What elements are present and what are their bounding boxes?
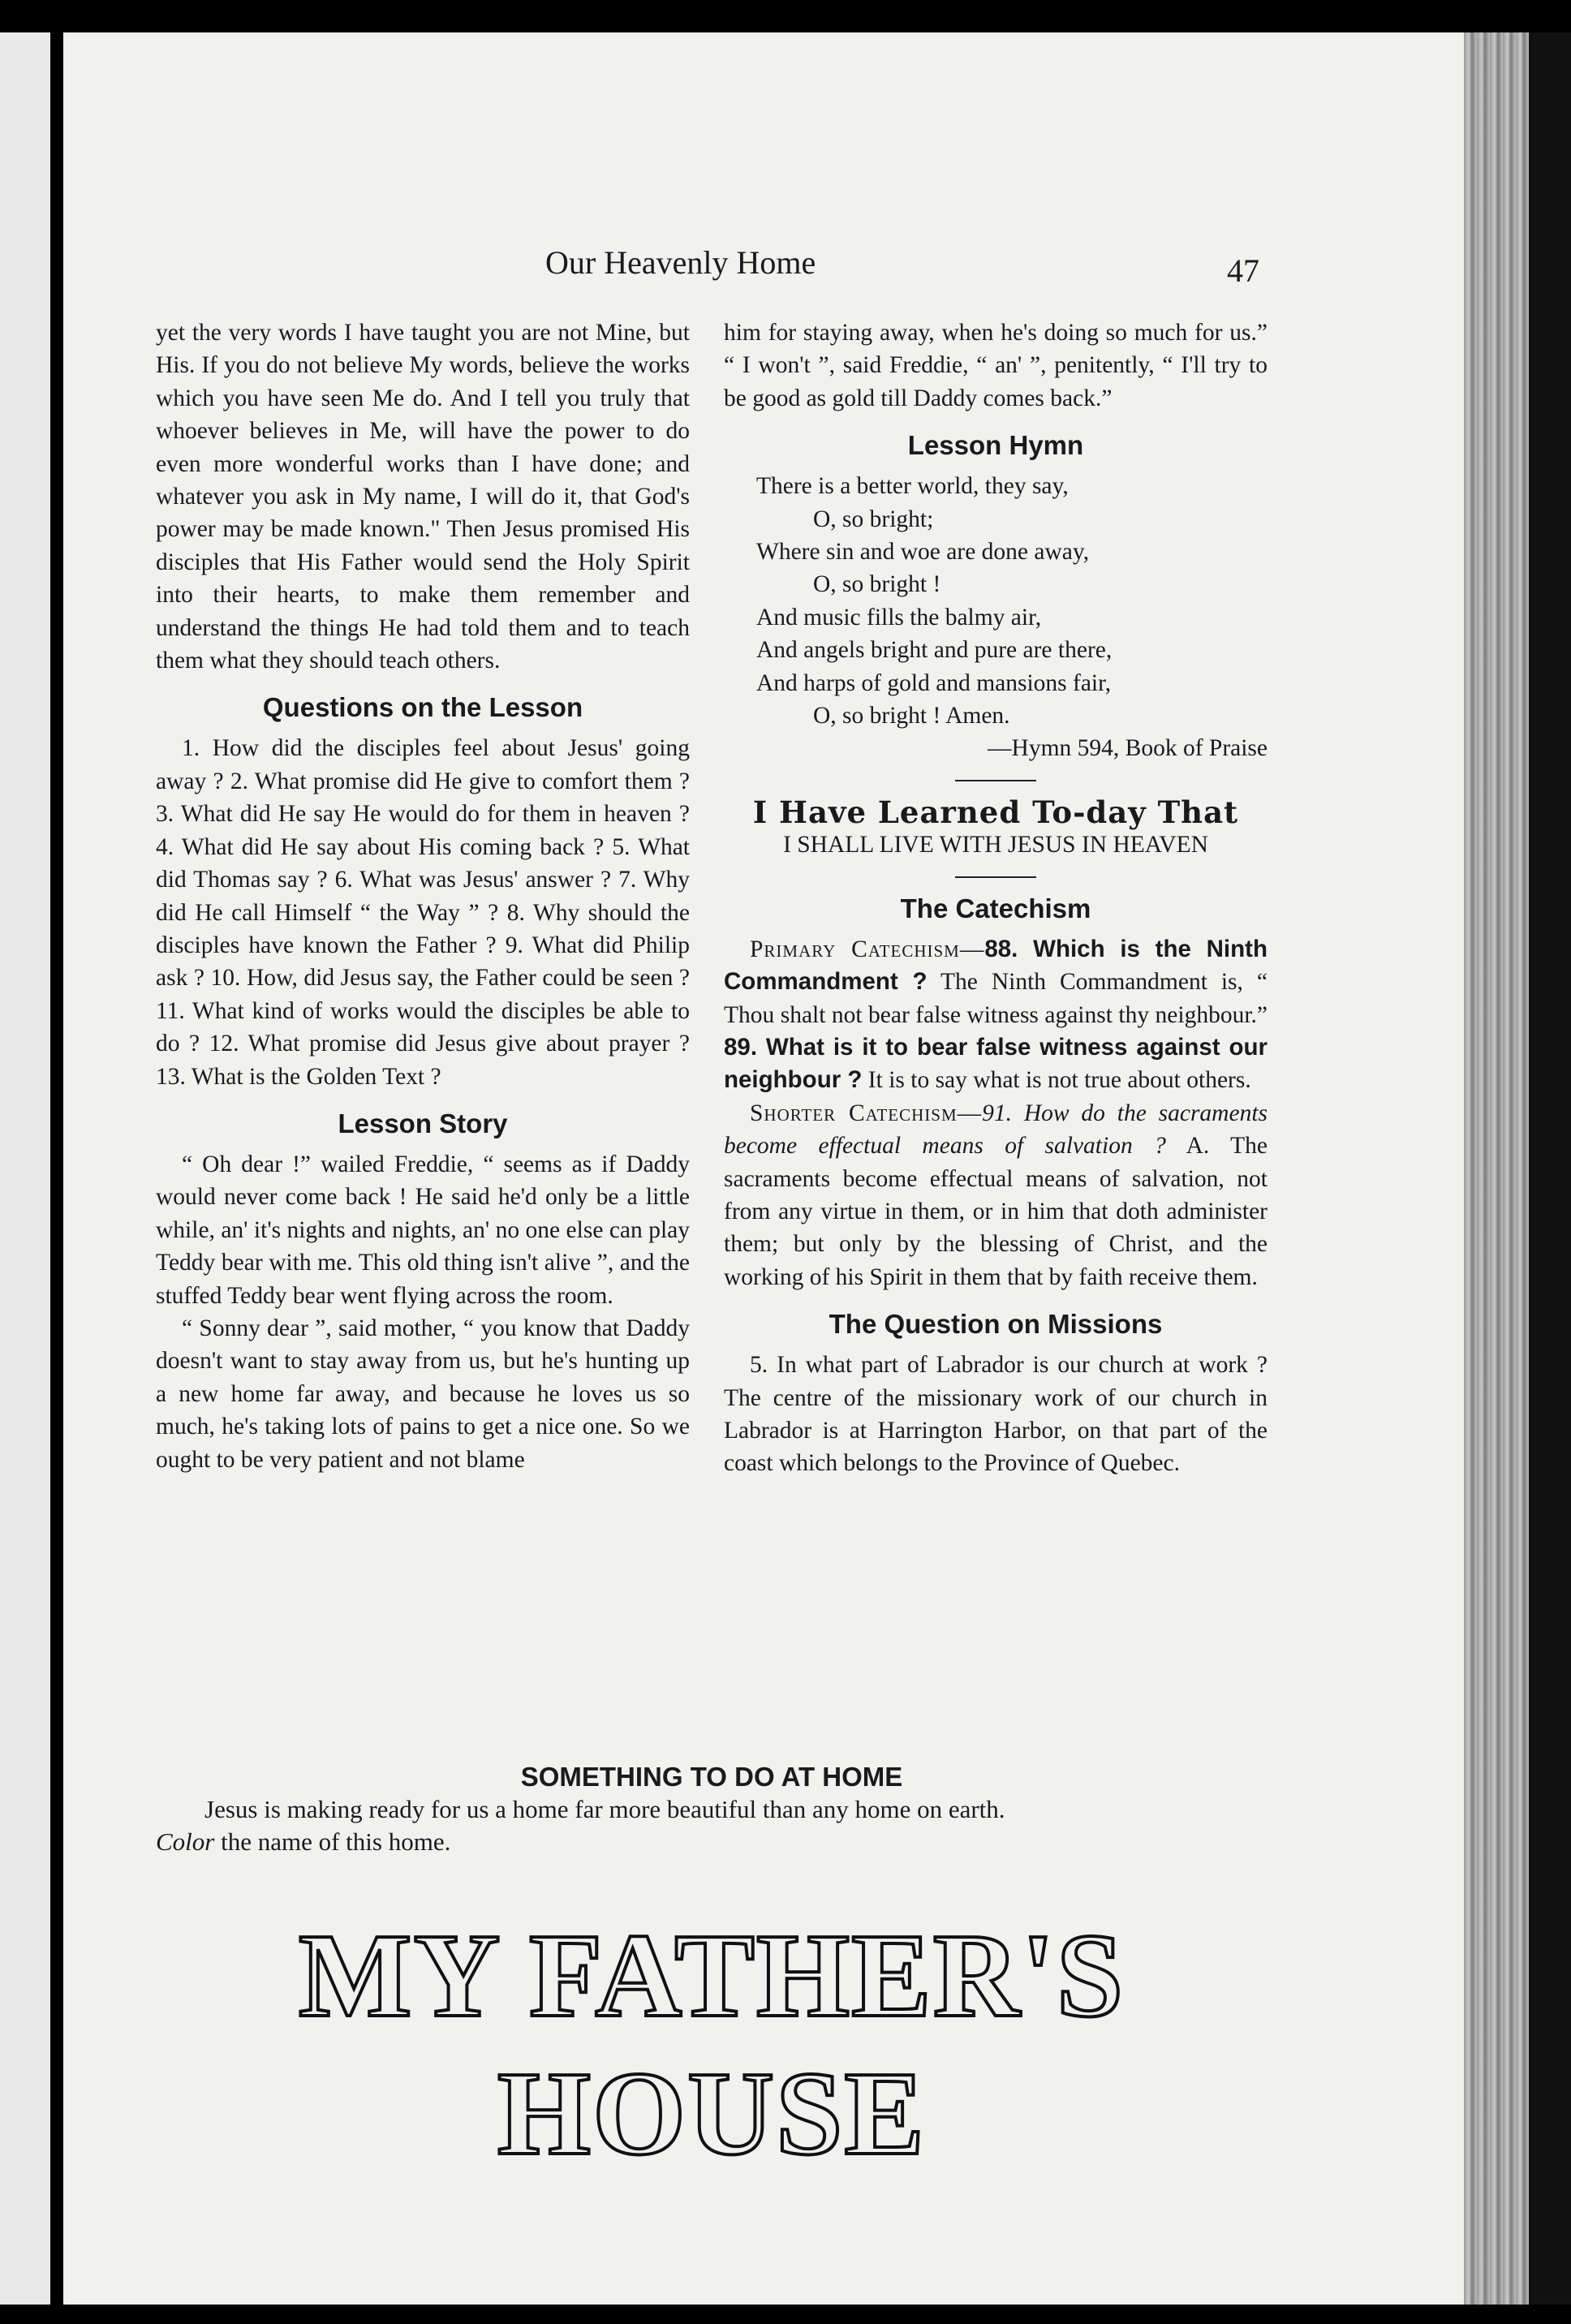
home-activity (156, 1761, 1268, 1858)
hymn (724, 470, 1268, 765)
shorter-question: 91. How do the sacraments become effectual means of salvation ? (724, 1100, 1268, 1160)
questions-heading: Questions on the Lesson (262, 692, 583, 723)
lesson-text: yet the very words I have taught you are not Mine, but His. If you do not believe My words, believe the works which you have seen Me do. And I tell you truly that whoever believes in Me, will have the power to do even more wonderful works than I have done; and whatever you ask in My name, I will do it, that God's power may be made known." Then Jesus promised His disciples that His Father would send the Holy Spirit into their hearts, to make them remember and understand the things He had told them and to teach them what they should teach others. (156, 320, 690, 674)
home-activity-title: SOMETHING TO DO AT HOME (520, 1762, 903, 1792)
facing-page-edge (0, 32, 50, 2305)
hymn-line: There is a better world, they say, (756, 473, 1069, 500)
divider (955, 876, 1036, 878)
questions-text: 1. How did the disciples feel about Jesus' going away ? 2. What promise did He give to comfort them ? 3. What did He say He would do for them in heaven ? 4. What did He say about His coming back ? 5. What did Thomas say ? 6. What was Jesus' answer ? 7. Why did He call Himself “ the Way ” ? 8. Why should the disciples have known the Father ? 9. What did Philip ask ? 10. How, did Jesus say, the Father could be seen ? 11. What kind of works would the disciples be able to do ? 12. What promise did Jesus give about prayer ? 13. What is the Golden Text ? (156, 735, 690, 1090)
page-edges (1464, 32, 1529, 2305)
hymn-line: And angels bright and pure are there, (756, 637, 1113, 664)
right-column (724, 316, 1268, 1480)
hymn-line: O, so bright ! (813, 571, 941, 598)
primary-question: 88. Which is the Ninth Commandment ? (724, 935, 1268, 996)
learned-text: I SHALL LIVE WITH JESUS IN HEAVEN (783, 832, 1208, 859)
hymn-line: O, so bright ! Amen. (813, 703, 1010, 729)
hymn-heading: Lesson Hymn (907, 430, 1084, 461)
story-paragraph: “ Oh dear !” wailed Freddie, “ seems as if Daddy would never come back ! He said he'd only be a little while, an' it's nights and nights, an' no one else can play Teddy bear with me. This old thing isn't alive ”, and the stuffed Teddy bear went flying across the room. (156, 1151, 690, 1309)
color-instruction (156, 1826, 1268, 1858)
story-continuation: him for staying away, when he's doing so much for us.” “ I won't ”, said Freddie, “ an' ”, penitently, “ I'll try to be good as gold till Daddy comes back.” (724, 320, 1268, 411)
shorter-answer: A. The sacraments become effectual means of salvation, not from any virtue in them, or in him that doth administer them; but only by the blessing of Christ, and the working of his Spirit in them that by faith receive them. (724, 1133, 1268, 1290)
hymn-line: And harps of gold and mansions fair, (756, 669, 1112, 696)
left-column (156, 316, 690, 1476)
missions-heading: The Question on Missions (829, 1309, 1163, 1340)
primary-answer: The Ninth Commandment is, “ Thou shalt not bear false witness against thy neighbour.” (724, 969, 1268, 1028)
divider (955, 780, 1036, 781)
color-instruction-text: the name of this home. (214, 1827, 451, 1856)
hymn-line: Where sin and woe are done away, (756, 539, 1090, 566)
shorter-label: Shorter Catechism— (750, 1100, 983, 1126)
hymn-line: O, so bright; (813, 506, 934, 532)
coloring-title: MY FATHER'S HOUSE (298, 1909, 1126, 2180)
hymn-line: And music fills the balmy air, (756, 604, 1042, 630)
home-activity-text: Jesus is making ready for us a home far more beautiful than any home on earth. (204, 1795, 1005, 1823)
story-paragraph: “ Sonny dear ”, said mother, “ you know that Daddy doesn't want to stay away from us, but he's hunting up a new home far away, and because he loves us so much, he's taking lots of pains to get a nice one. So we ought to be very patient and not blame (156, 1315, 690, 1473)
hymn-source: —Hymn 594, Book of Praise (988, 735, 1268, 762)
primary-question-2: 89. What is it to bear false witness against our neighbour ? (724, 1033, 1268, 1094)
color-word: Color (156, 1827, 215, 1856)
primary-answer-2: It is to say what is not true about others. (862, 1067, 1251, 1094)
shorter-catechism (724, 1097, 1268, 1293)
missions-text: 5. In what part of Labrador is our church at work ? The centre of the missionary work of our church in Labrador is at Harrington Harbor, on that part of the coast which belongs to the Province of Quebec. (724, 1352, 1268, 1477)
primary-label: Primary Catechism— (750, 936, 985, 962)
page-number: 47 (1227, 252, 1259, 289)
learned-heading: I Have Learned To-day That (752, 794, 1239, 830)
book-binding (1529, 32, 1571, 2305)
story-heading: Lesson Story (338, 1108, 508, 1138)
running-header: Our Heavenly Home (545, 244, 816, 281)
primary-catechism (724, 933, 1268, 1097)
catechism-heading: The Catechism (900, 893, 1091, 923)
